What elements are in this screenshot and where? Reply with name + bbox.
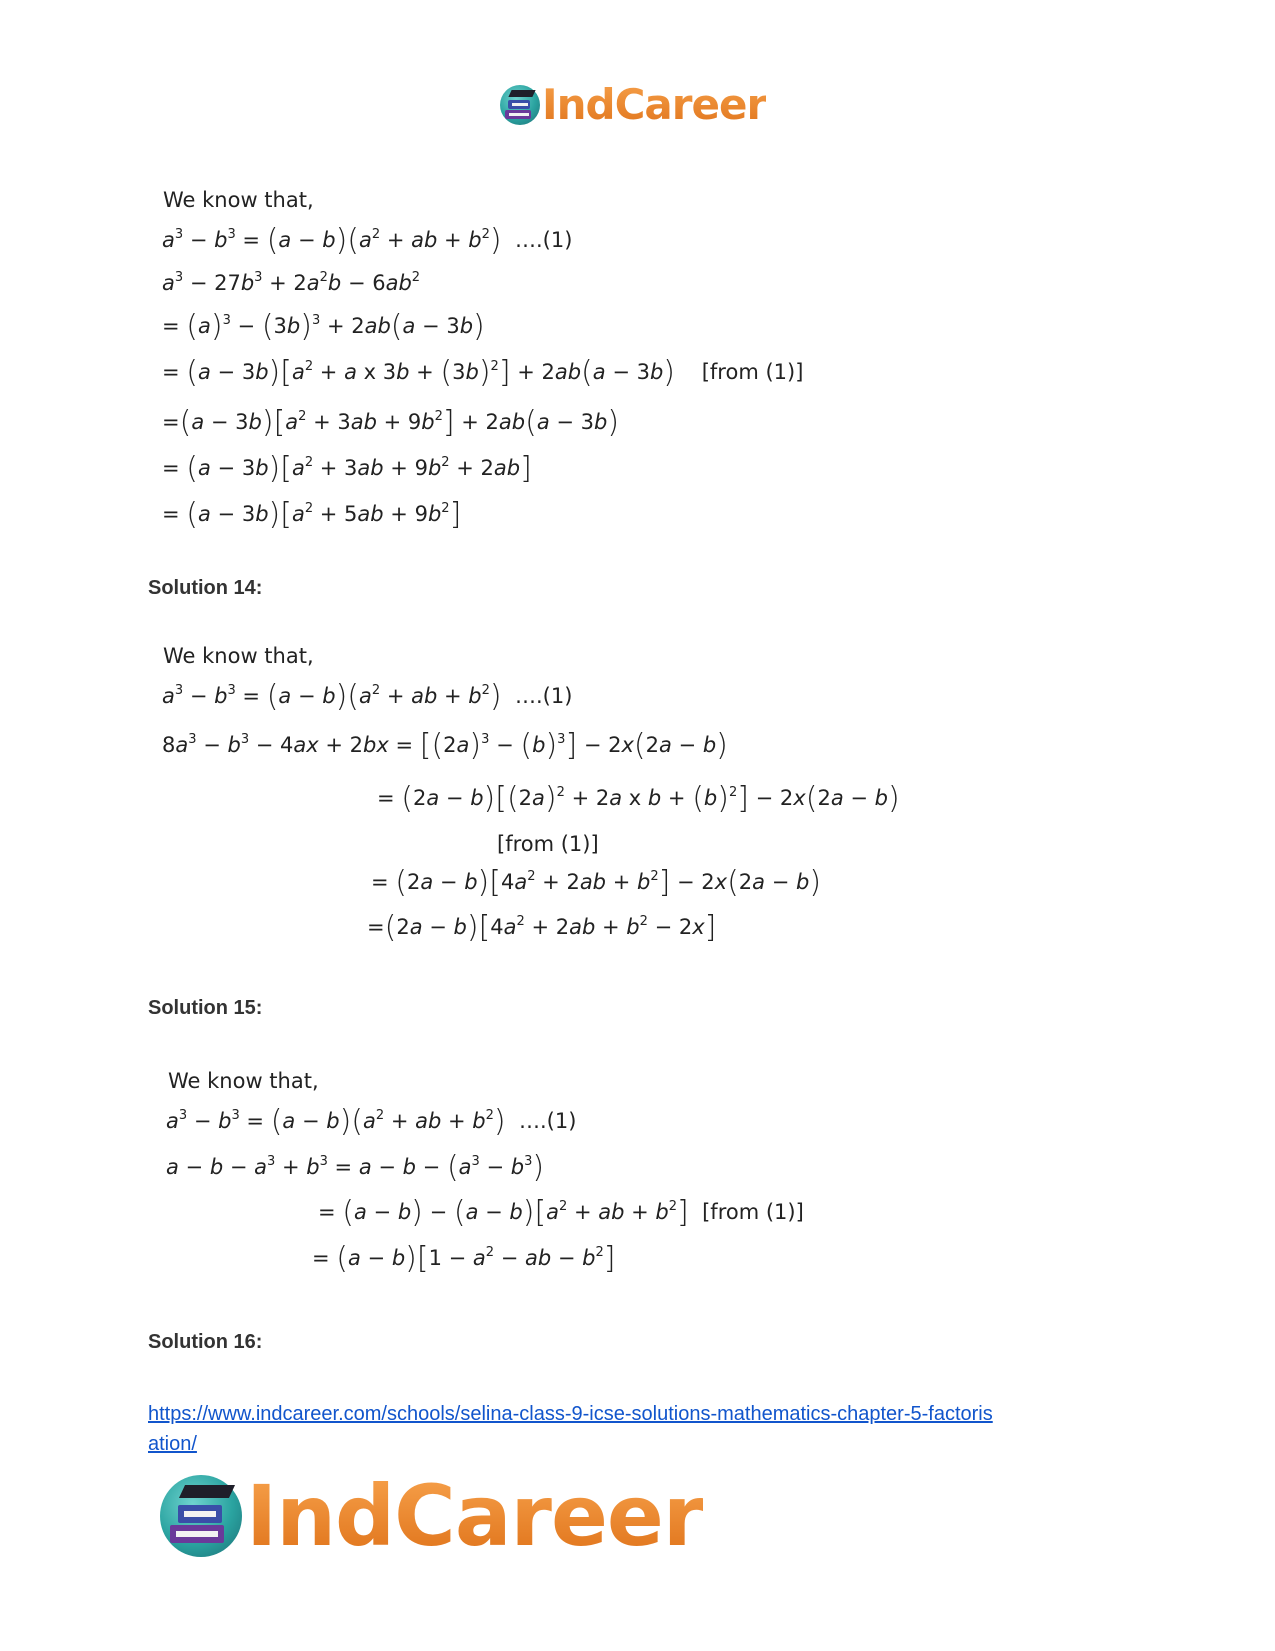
sol13-line-3: = $(a)^3 - (3b)^3 + 2ab(a - 3b)$ [162,309,485,344]
solution-16-heading: Solution 16: [148,1331,263,1353]
sol14-line-2: $8a^3 - b^3 - 4ax + 2bx = [(2a)^3 - (b)^3] - 2x(2a - b)$ [162,728,728,763]
sol14-line-1: $a^3 - b^3 = (a - b)(a^2$ + ab + $b^2$) ….(1) [162,679,573,714]
logo-wordmark: IndCareer [542,80,767,129]
sol13-line-4: = $(a - 3b)[a^2 + a$ x $3b + (3b)^2] + 2ab(a - 3b)$ [from (1)] [162,355,804,390]
sol15-line-4: = $(a - b)[1 - a^2$ − ab − $b^2$] [312,1241,616,1276]
footer-logo [160,1467,704,1565]
sol14-from-note: [from (1)] [497,832,599,856]
chapter-solutions-link-line1[interactable]: https://www.indcareer.com/schools/selina-class-9-icse-solutions-mathematics-chapter-5-factoris [148,1403,993,1425]
sol13-intro: We know that, [163,188,314,212]
sol13-line-7: = $(a - 3b)[a^2 + 5ab + 9b^2]$ [162,497,462,532]
logo-wordmark: IndCareer [246,1467,704,1565]
graduation-books-icon [500,85,540,125]
header-logo [500,80,766,129]
chapter-solutions-link-line2[interactable]: ation/ [148,1433,197,1455]
sol14-line-5: $=(2a - b)[4a^2 + 2ab + b^2 - 2x]$ [367,910,717,945]
graduation-books-icon [160,1475,242,1557]
solution-15-heading: Solution 15: [148,997,263,1019]
sol13-line-5: $=(a - 3b)[a^2 + 3ab + 9b^2] + 2ab(a - 3b)$ [162,405,620,440]
sol15-line-3: = $(a - b) - (a - b)[a^2$ + ab + $b^2$] [from (1)] [318,1195,804,1230]
sol13-line-2: $a^3 - 27b^3 + 2a^2b - 6ab^2$ [162,270,421,295]
solution-14-heading: Solution 14: [148,577,263,599]
sol14-line-3: = $(2a - b)[(2a)^2 + 2a$ x $b + (b)^2] - 2x(2a - b)$ [377,781,900,816]
sol15-intro: We know that, [168,1069,319,1093]
sol13-line-1: $a^3 - b^3 = (a - b)(a^2$ + ab + $b^2$) ….(1) [162,223,573,258]
sol13-line-6: = $(a - 3b)[a^2 + 3ab + 9b^2 + 2ab]$ [162,451,532,486]
sol14-line-4: = $(2a - b)[4a^2 + 2ab + b^2] - 2x(2a - b)$ [371,865,822,900]
sol15-line-2: $a - b - a^3 + b^3 = a - b - (a^3 - b^3)$ [166,1150,545,1185]
sol14-intro: We know that, [163,644,314,668]
sol15-line-1: $a^3 - b^3 = (a - b)(a^2$ + ab + $b^2$) ….(1) [166,1104,577,1139]
